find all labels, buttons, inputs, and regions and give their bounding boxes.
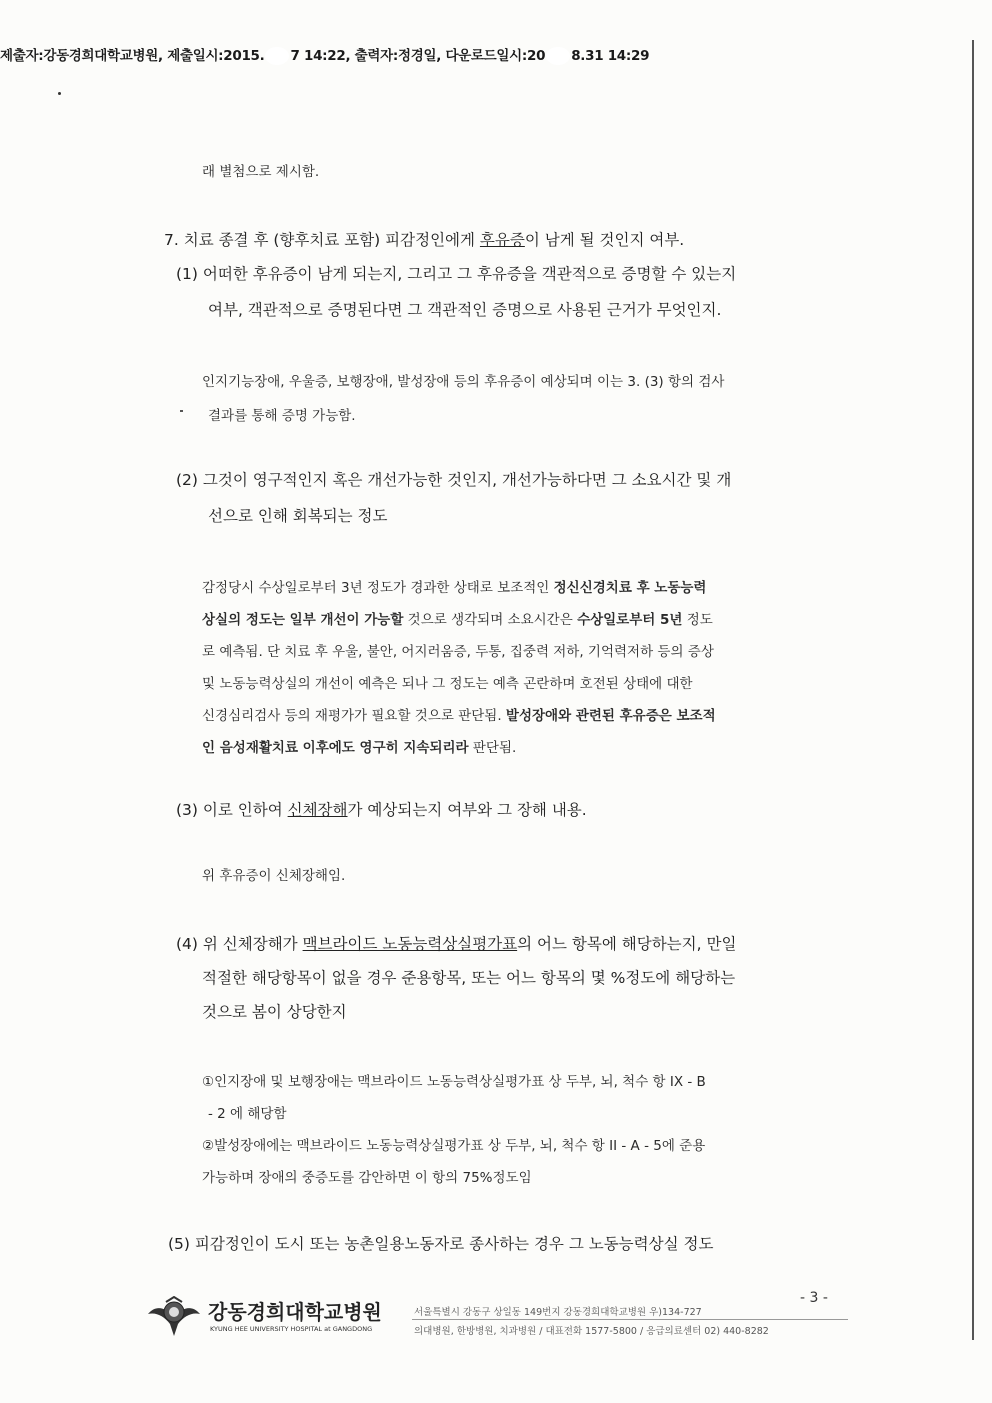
answer-7-1-cont: 결과를 통해 증명 가능함. [208, 408, 356, 424]
question-7-5: (5) 피감정인이 도시 또는 농촌일용노동자로 종사하는 경우 그 노동능력상실 정도 [168, 1235, 714, 1253]
speck [180, 410, 183, 412]
question-7-2-cont: 선으로 인해 회복되는 정도 [208, 507, 388, 525]
question-7-4: (4) 위 신체장해가 맥브라이드 노동능력상실평가표의 어느 항목에 해당하는지, 만일 [176, 935, 737, 953]
answer-7-2-line5: 신경심리검사 등의 재평가가 필요할 것으로 판단됨. 발성장애와 관련된 후유증은 보조적 [202, 708, 716, 724]
question-7-3: (3) 이로 인하여 신체장해가 예상되는지 여부와 그 장해 내용. [176, 801, 587, 819]
page-number: - 3 - [800, 1290, 828, 1306]
footer-address: 서울특별시 강동구 상일동 149번지 강동경희대학교병원 우)134-727 [414, 1307, 702, 1318]
header-part3: 8.31 14:29 [571, 48, 650, 64]
answer-7-2-line6: 인 음성재활치료 이후에도 영구히 지속되리라 판단됨. [202, 740, 517, 756]
question-7-4-cont2: 것으로 봄이 상당한지 [202, 1003, 347, 1021]
print-header [0, 44, 800, 65]
header-part2: 7 14:22, 출력자:정경일, 다운로드일시:20 [290, 48, 546, 64]
answer-7-4-item1: ①인지장애 및 보행장애는 맥브라이드 노동능력상실평가표 상 두부, 뇌, 척수 항 IX - B [202, 1074, 706, 1090]
redaction-blot [546, 47, 570, 65]
answer-7-2-line4: 및 노동능력상실의 개선이 예측은 되나 그 정도는 예측 곤란하며 호전된 상태에 대한 [202, 676, 693, 692]
hospital-emblem-icon [146, 1296, 202, 1340]
footer-divider [412, 1319, 848, 1320]
footer-hospital-name: 강동경희대학교병원 [208, 1300, 382, 1324]
question-7-4-cont1: 적절한 해당항목이 없을 경우 준용항목, 또는 어느 항목의 몇 %정도에 해당하는 [202, 969, 736, 987]
answer-7-1: 인지기능장애, 우울증, 보행장애, 발성장애 등의 후유증이 예상되며 이는 3. (3) 항의 검사 [202, 374, 725, 390]
answer-7-4-item1-cont: - 2 에 해당함 [208, 1106, 287, 1122]
answer-7-2-line2: 상실의 정도는 일부 개선이 가능할 것으로 생각되며 소요시간은 수상일로부터 5년 정도 [202, 612, 713, 628]
question-7-2: (2) 그것이 영구적인지 혹은 개선가능한 것인지, 개선가능하다면 그 소요시간 및 개 [176, 471, 732, 489]
footer-phone: 의대병원, 한방병원, 치과병원 / 대표전화 1577-5800 / 응급의료센터 02) 440-8282 [414, 1326, 769, 1337]
page-edge [972, 40, 974, 1340]
answer-7-4-item2: ②발성장애에는 맥브라이드 노동능력상실평가표 상 두부, 뇌, 척수 항 II - A - 5에 준용 [202, 1138, 706, 1154]
header-part1: 제출자:강동경희대학교병원, 제출일시:2015. [0, 48, 265, 64]
answer-7-4-item2-cont: 가능하며 장애의 중증도를 감안하면 이 항의 75%정도임 [202, 1170, 532, 1186]
answer-7-2-line1: 감정당시 수상일로부터 3년 정도가 경과한 상태로 보조적인 정신신경치료 후 노동능력 [202, 580, 707, 596]
footer-hospital-english: KYUNG HEE UNIVERSITY HOSPITAL at GANGDONG [210, 1325, 373, 1333]
text-line: 래 별첨으로 제시함. [202, 164, 320, 180]
answer-7-3: 위 후유증이 신체장해임. [202, 868, 346, 884]
answer-7-2-line3: 로 예측됨. 단 치료 후 우울, 불안, 어지러움증, 두통, 집중력 저하, 기억력저하 등의 증상 [202, 644, 714, 660]
question-7-1-cont: 여부, 객관적으로 증명된다면 그 객관적인 증명으로 사용된 근거가 무엇인지. [208, 301, 722, 319]
question-7-1: (1) 어떠한 후유증이 남게 되는지, 그리고 그 후유증을 객관적으로 증명할 수 있는지 [176, 265, 737, 283]
speck [58, 92, 61, 95]
question-7: 7. 치료 종결 후 (향후치료 포함) 피감정인에게 후유증이 남게 될 것인지 여부. [164, 231, 685, 249]
redaction-blot [265, 47, 289, 65]
